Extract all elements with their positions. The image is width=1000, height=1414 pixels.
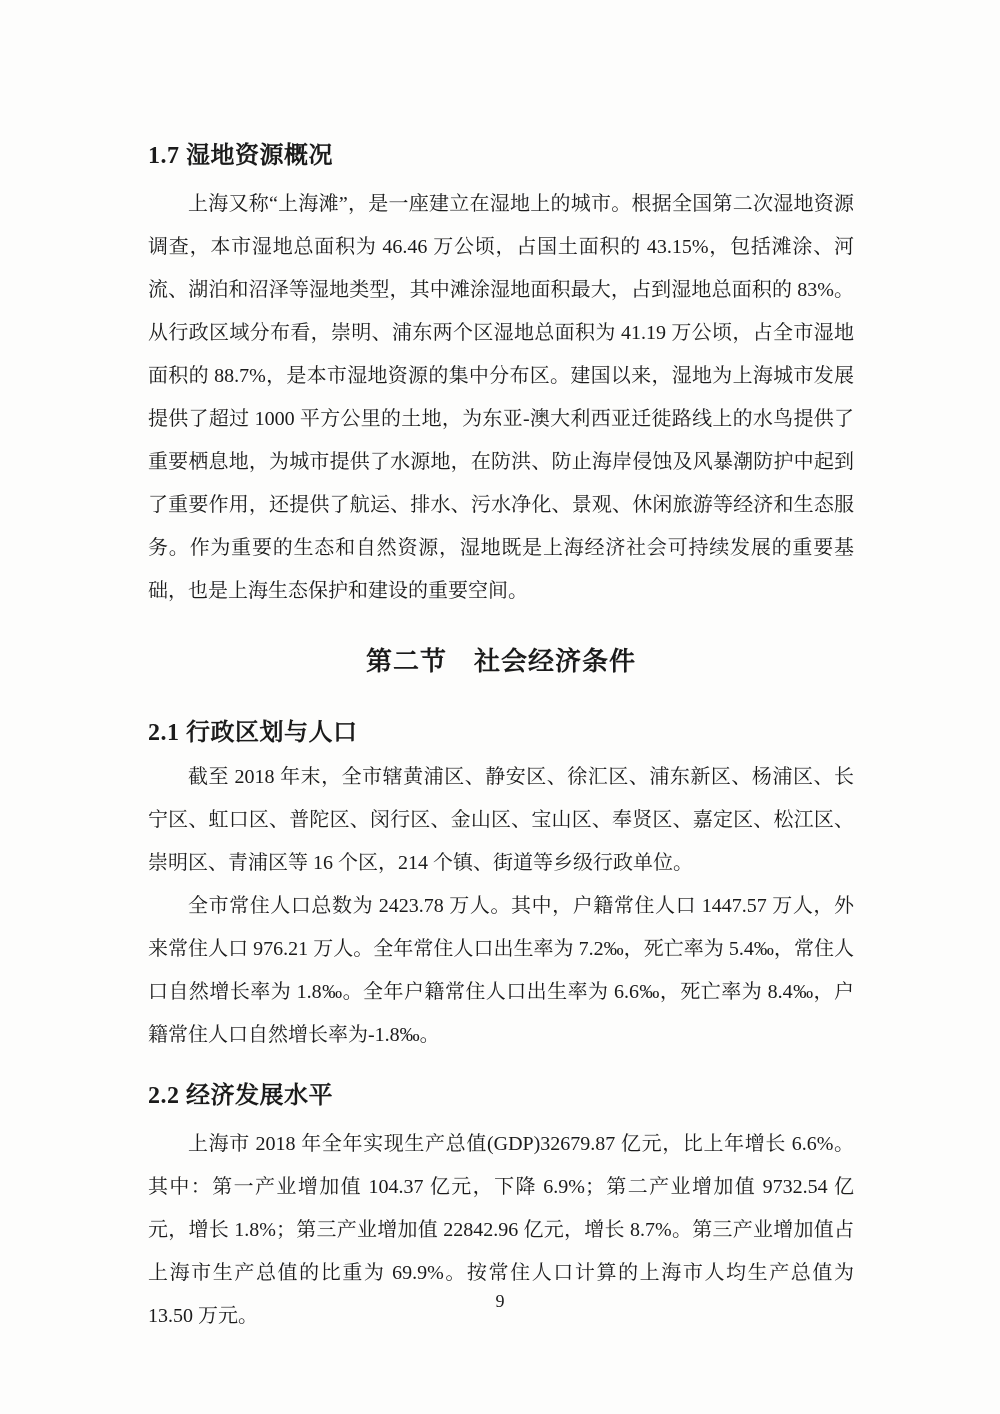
- section-heading-2-2: 2.2 经济发展水平: [148, 1083, 333, 1109]
- section-heading-2-1: 2.1 行政区划与人口: [148, 720, 358, 746]
- section-heading-1-7: 1.7 湿地资源概况: [148, 143, 333, 169]
- paragraph-districts: 截至 2018 年末，全市辖黄浦区、静安区、徐汇区、浦东新区、杨浦区、长宁区、虹口区、普陀区、闵行区、金山区、宝山区、奉贤区、嘉定区、松江区、崇明区、青浦区等 16 个区，214 个镇、街道等乡级行政单位。: [148, 766, 854, 874]
- page-number: 9: [495, 1291, 505, 1311]
- chapter-2-title: 第二节 社会经济条件: [365, 647, 636, 676]
- paragraph-economy: 上海市 2018 年全年实现生产总值(GDP)32679.87 亿元，比上年增长 6.6%。其中：第一产业增加值 104.37 亿元，下降 6.9%；第二产业增加值 9732.54 亿元，增长 1.8%；第三产业增加值 22842.96 亿元，增长 8.7%。第三产业增加值占上海市生产总值的比重为 69.9%。按常住人口计算的上海市人均生产总值为 13.50 万元。: [148, 1133, 854, 1327]
- paragraph-wetland-overview: 上海又称“上海滩”，是一座建立在湿地上的城市。根据全国第二次湿地资源调查，本市湿地总面积为 46.46 万公顷，占国土面积的 43.15%，包括滩涂、河流、湖泊和沼泽等湿地类型，其中滩涂湿地面积最大，占到湿地总面积的 83%。从行政区域分布看，崇明、浦东两个区湿地总面积为 41.19 万公顷，占全市湿地面积的 88.7%，是本市湿地资源的集中分布区。建国以来，湿地为上海城市发展提供了超过 1000 平方公里的土地，为东亚-澳大利西亚迁徙路线上的水鸟提供了重要栖息地，为城市提供了水源地，在防洪、防止海岸侵蚀及风暴潮防护中起到了重要作用，还提供了航运、排水、污水净化、景观、休闲旅游等经济和生态服务。作为重要的生态和自然资源，湿地既是上海经济社会可持续发展的重要基础，也是上海生态保护和建设的重要空间。: [148, 193, 854, 602]
- paragraph-population: 全市常住人口总数为 2423.78 万人。其中，户籍常住人口 1447.57 万人，外来常住人口 976.21 万人。全年常住人口出生率为 7.2‰，死亡率为 5.4‰，常住人口自然增长率为 1.8‰。全年户籍常住人口出生率为 6.6‰，死亡率为 8.4‰，户籍常住人口自然增长率为-1.8‰。: [148, 895, 854, 1046]
